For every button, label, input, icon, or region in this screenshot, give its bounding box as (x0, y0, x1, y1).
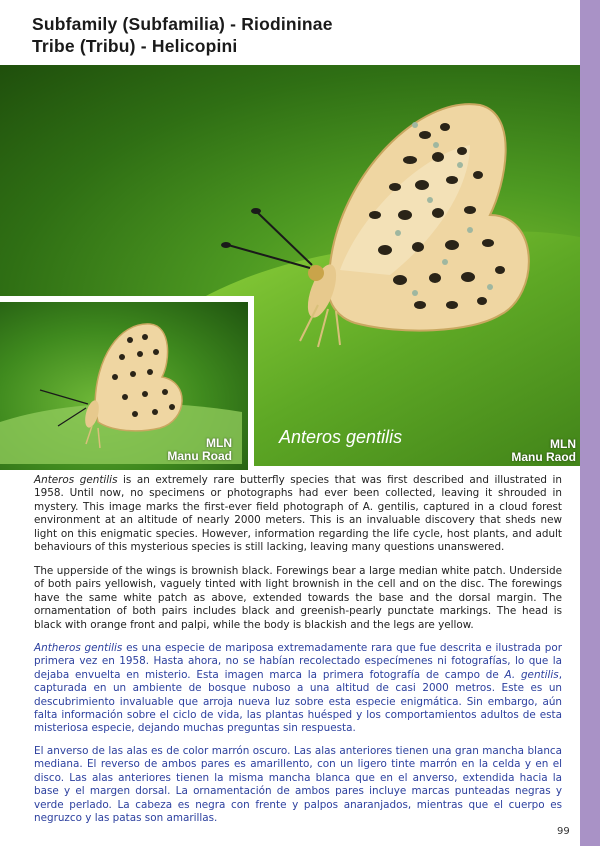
species-caption: Anteros gentilis (279, 427, 403, 447)
main-photo-credit (486, 438, 576, 464)
page-heading (32, 13, 333, 57)
page-edge-color-bar (580, 0, 600, 846)
subfamily-heading: Subfamily (Subfamilia) - Riodininae (32, 14, 333, 34)
spanish-paragraph-2: El anverso de las alas es de color marrón oscuro. Las alas anteriores tienen una gran mancha blanca mediana. El reverso de ambos pares es amarillento, con un ligero tinte marrón en la celda y en el disco. Las alas anteriores tienen la misma mancha blanca que en el anverso, extendida hacia la base y el margen dorsal. La ornamentación de ambos pares incluye marcas punteadas negras y verde perlado. La cabeza es negra con frente y palpos anaranjados, mientras que el cuerpo es negruzco y las patas son amarillas. (34, 745, 562, 825)
spanish-p1-run-2: A. gentilis (504, 668, 559, 681)
main-credit-line2: Manu Raod (511, 450, 576, 464)
main-credit-line1: MLN (550, 437, 576, 451)
tribe-heading: Tribe (Tribu) - Helicopini (32, 36, 238, 56)
english-paragraph-1 (34, 474, 562, 554)
inset-credit-line1: MLN (206, 436, 232, 450)
spanish-p1-run-0: Antheros gentilis (34, 642, 123, 654)
english-p1-run-1: is an extremely rare butterfly species that was first described and illustrated in 1958. Until now, no specimens or photographs had ever been collected, leaving it shrouded in mystery. This image marks the first-ever field photograph of A. gentilis, captured in a cloud forest environment at an altitude of nearly 2000 meters. This is an invaluable discovery that sheds new light on this enigmatic species. However, information regarding the life cycle, host plants, and adult behaviours of this mysterious species is still lacking, leaving many questions unanswered. (34, 474, 562, 554)
page-number: 99 (557, 826, 570, 837)
inset-photo-credit (150, 437, 232, 463)
spanish-p1-run-1: es una especie de mariposa extremadamente rara que fue descrita e ilustrada por primera vez en 1958. Hasta ahora, no se habían recolectado especímenes ni fotografías, lo que la dejaba envuelta en misterio. Esta imagen marca la primera fotografía de campo de (34, 642, 562, 681)
spanish-paragraph-1 (34, 642, 562, 736)
english-paragraph-2: The upperside of the wings is brownish black. Forewings bear a large median white patch. Underside of both pairs yellowish, vaguely tinted with light brownish in the cell and on the disc. The forewings have the same white patch as above, extended towards the base and the dorsal margin. The ornamentation of both pairs includes black and greenish-pearly punctate markings. The head is black with orange front and palpi, while the body is blackish and the legs are yellow. (34, 565, 562, 631)
spanish-p1-run-3: , capturada en un ambiente de bosque nuboso a una altitud de casi 2000 metros. Este es un descubrimiento invaluable que arroja nueva luz sobre esta especie enigmática. Sin embargo, aún falta información sobre el ciclo de vida, las plantas huésped y los comportamientos adultos de esta misteriosa especie, dejando muchas preguntas sin respuesta. (34, 668, 562, 735)
inset-credit-line2: Manu Road (167, 449, 232, 463)
english-p1-run-0: Anteros gentilis (34, 474, 118, 486)
